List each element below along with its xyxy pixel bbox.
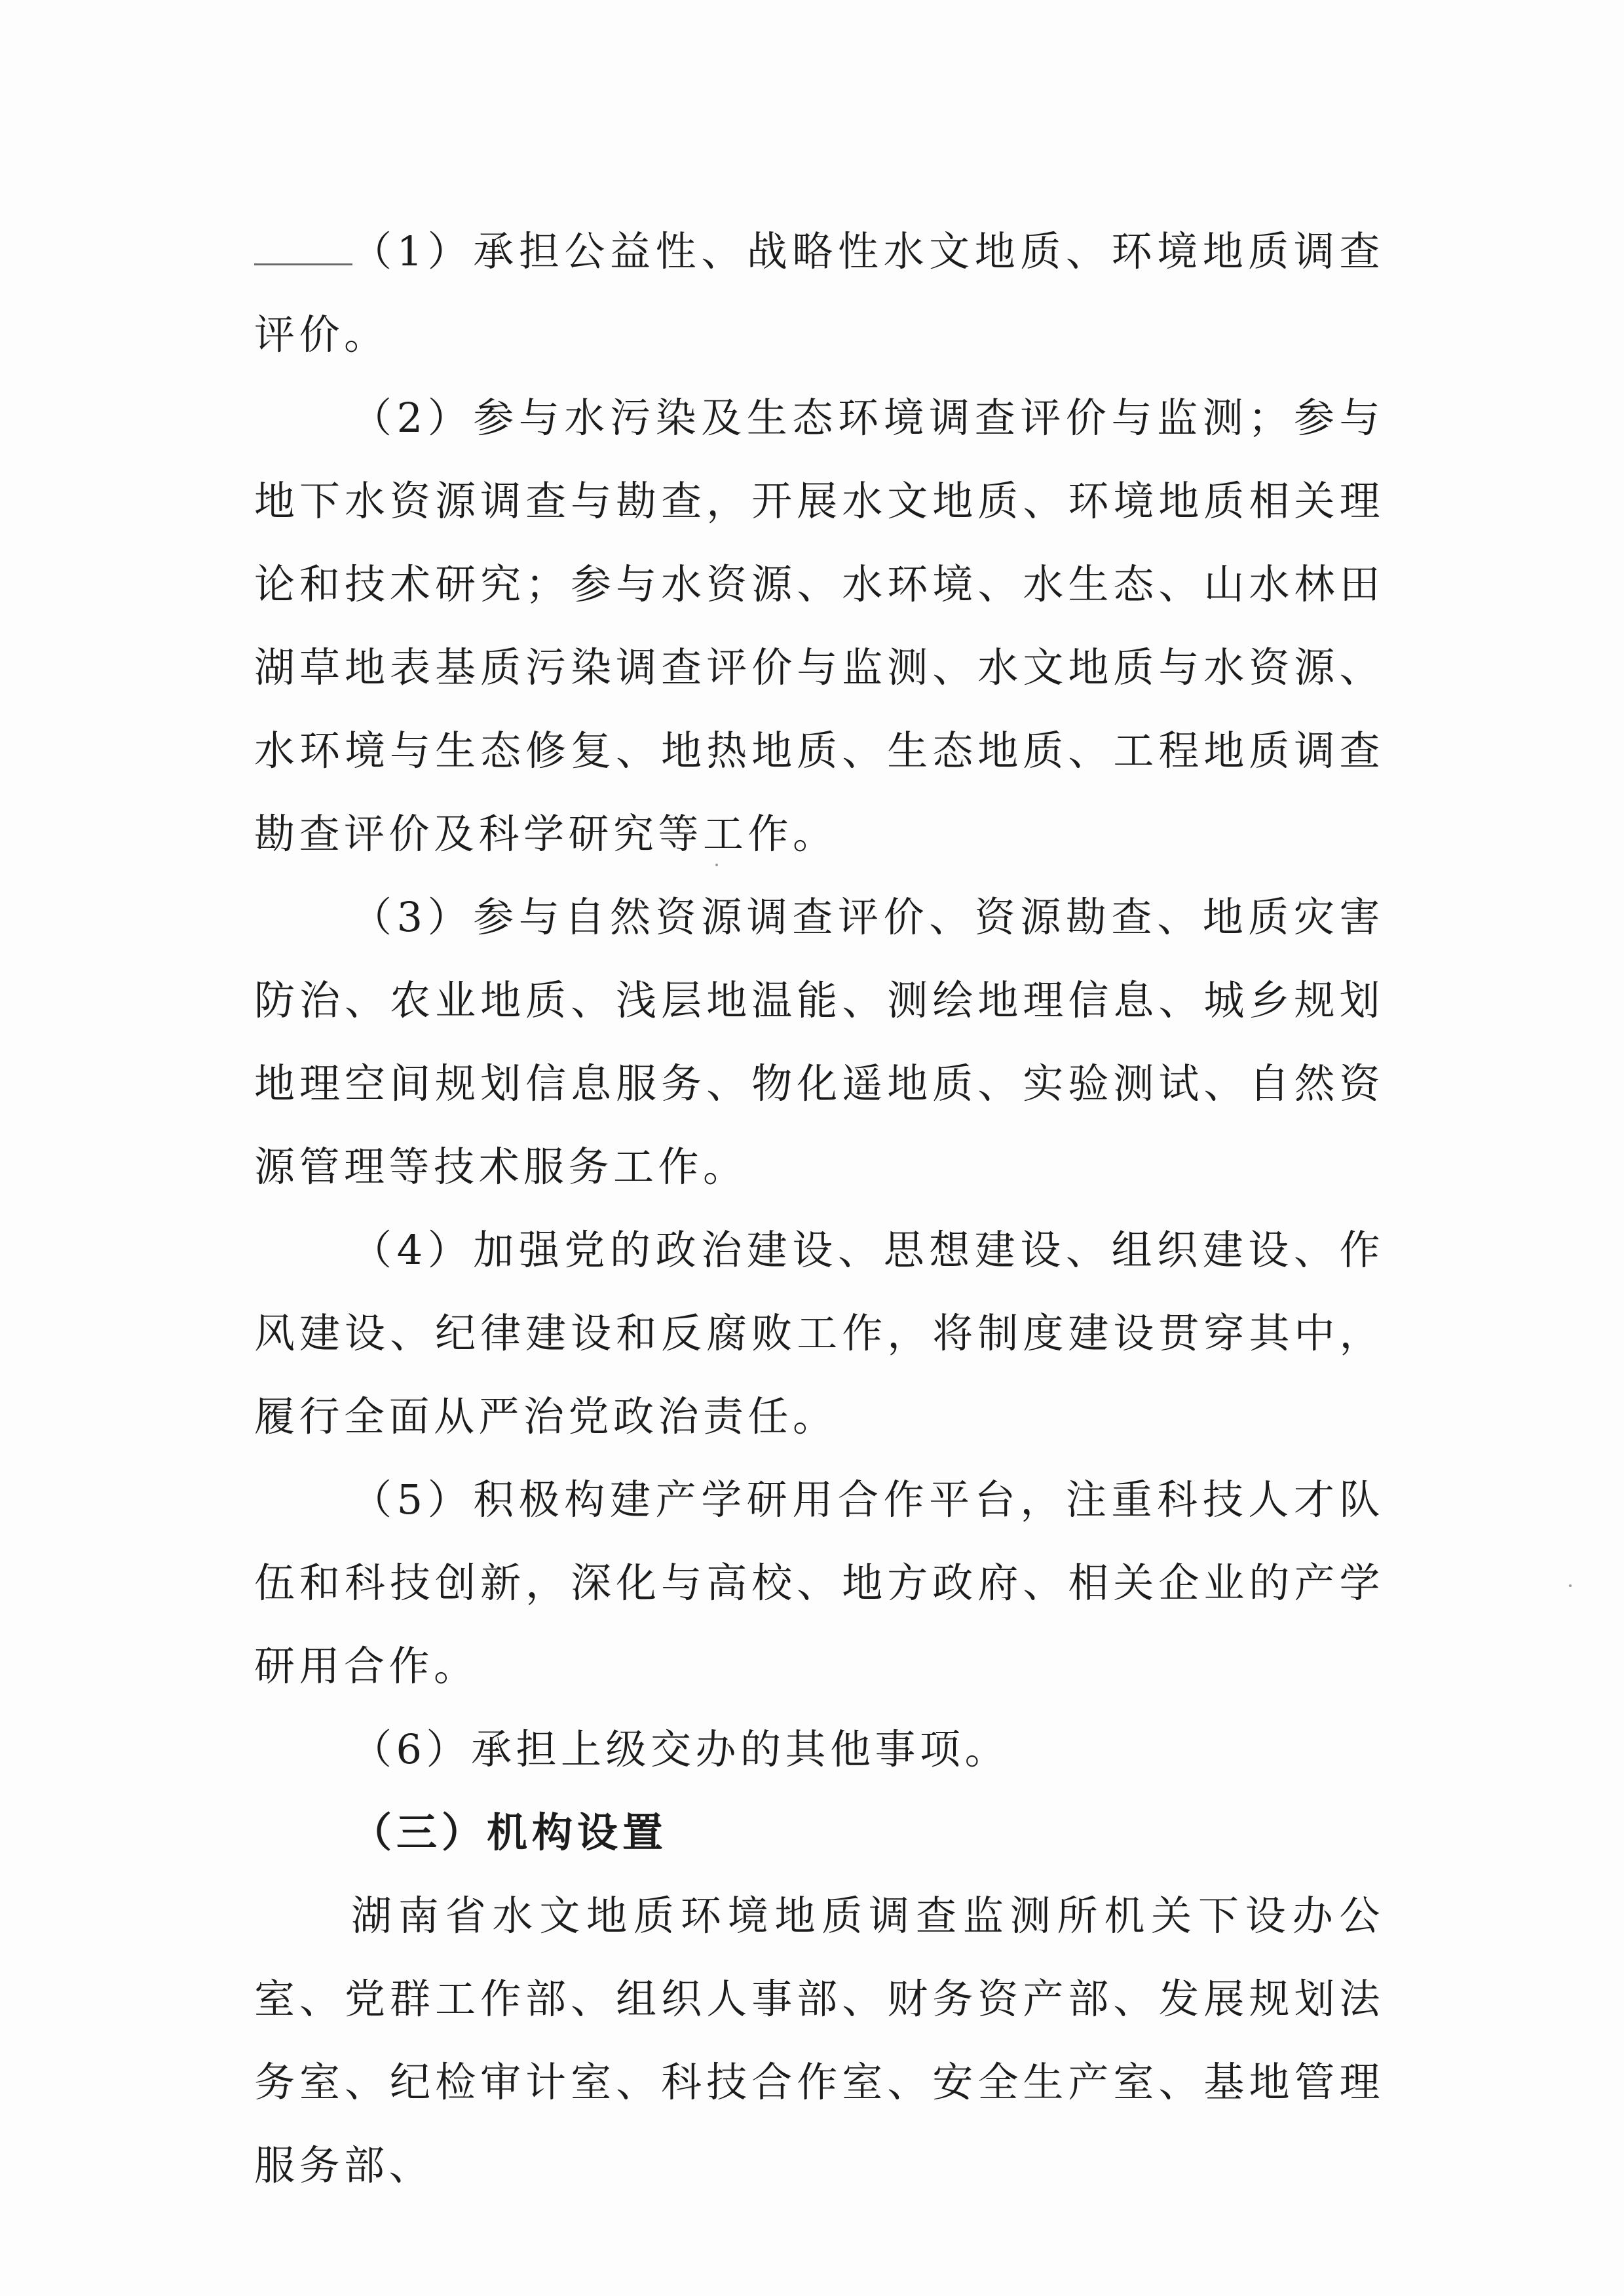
duty-item-2: （2）参与水污染及生态环境调查评价与监测；参与地下水资源调查与勘查，开展水文地质、环境地质相关理论和技术研究；参与水资源、水环境、水生态、山水林田湖草地表基质污染调查评价与监测、水文地质与水资源、水环境与生态修复、地热地质、生态地质、工程地质调查勘查评价及科学研究等工作。	[254, 394, 1384, 858]
scan-speck	[1569, 1584, 1572, 1587]
duty-item-4: （4）加强党的政治建设、思想建设、组织建设、作风建设、纪律建设和反腐败工作，将制度建设贯穿其中，履行全面从严治党政治责任。	[254, 1226, 1384, 1440]
duty-item-6: （6）承担上级交办的其他事项。	[351, 1725, 1010, 1773]
duty-item-3: （3）参与自然资源调查评价、资源勘查、地质灾害防治、农业地质、浅层地温能、测绘地理信息、城乡规划地理空间规划信息服务、物化遥地质、实验测试、自然资源管理等技术服务工作。	[254, 893, 1384, 1191]
section-heading: （三）机构设置	[351, 1808, 668, 1856]
document-body	[254, 210, 1384, 2207]
duty-item-1: （1）承担公益性、战略性水文地质、环境地质调查评价。	[254, 227, 1384, 358]
organization-paragraph: 湖南省水文地质环境地质调查监测所机关下设办公室、党群工作部、组织人事部、财务资产部、发展规划法务室、纪检审计室、科技合作室、安全生产室、基地管理服务部、	[254, 1892, 1384, 2189]
duty-item-5: （5）积极构建产学研用合作平台，注重科技人才队伍和科技创新，深化与高校、地方政府、相关企业的产学研用合作。	[254, 1476, 1384, 1690]
